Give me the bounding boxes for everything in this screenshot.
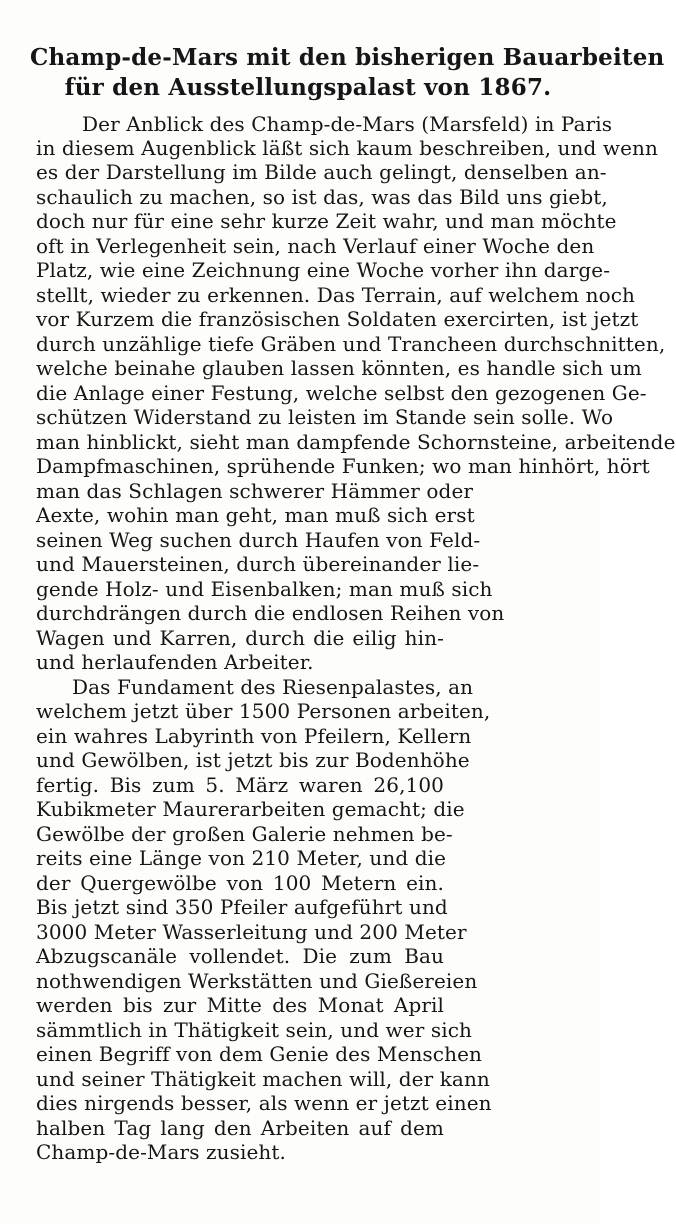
body-line: und seiner Thätigkeit machen will, der kann xyxy=(36,1067,490,1091)
body-line: Platz, wie eine Zeichnung eine Woche vorher ihn darge- xyxy=(36,258,611,282)
body-line: in diesem Augenblick läßt sich kaum beschreiben, und wenn xyxy=(36,136,658,160)
body-line: Dampfmaschinen, sprühende Funken; wo man hinhört, hört xyxy=(36,454,650,478)
body-line: stellt, wieder zu erkennen. Das Terrain, auf welchem noch xyxy=(36,283,636,307)
body-line: und herlaufenden Arbeiter. xyxy=(36,650,314,674)
body-line: dies nirgends besser, als wenn er jetzt einen xyxy=(36,1091,492,1115)
body-line: es der Darstellung im Bilde auch gelingt, denselben an- xyxy=(36,160,607,184)
article-title-line-1: Champ-de-Mars mit den bisherigen Bauarbeiten xyxy=(30,44,665,71)
body-line: einen Begriff von dem Genie des Menschen xyxy=(36,1042,482,1066)
body-line: durchdrängen durch die endlosen Reihen von xyxy=(36,601,505,625)
body-line: welche beinahe glauben lassen könnten, es handle sich um xyxy=(36,356,642,380)
body-line: reits eine Länge von 210 Meter, und die xyxy=(36,846,447,870)
body-line: schaulich zu machen, so ist das, was das Bild uns giebt, xyxy=(36,185,608,209)
body-line: doch nur für eine sehr kurze Zeit wahr, und man möchte xyxy=(36,209,617,233)
body-line: Wagen und Karren, durch die eilig hin- xyxy=(36,626,444,650)
article-title-line-2: für den Ausstellungspalast von 1867. xyxy=(64,74,552,101)
body-line: nothwendigen Werkstätten und Gießereien xyxy=(36,969,478,993)
body-line: fertig. Bis zum 5. März waren 26,100 xyxy=(36,773,444,797)
body-line: und Gewölben, ist jetzt bis zur Bodenhöhe xyxy=(36,748,470,772)
body-line: 3000 Meter Wasserleitung und 200 Meter xyxy=(36,920,467,944)
body-line: Bis jetzt sind 350 Pfeiler aufgeführt und xyxy=(36,895,448,919)
body-line: werden bis zur Mitte des Monat April xyxy=(36,993,444,1017)
body-line: man das Schlagen schwerer Hämmer oder xyxy=(36,479,474,503)
body-line: man hinblickt, sieht man dampfende Schornsteine, arbeitende xyxy=(36,430,676,454)
body-line: seinen Weg suchen durch Haufen von Feld- xyxy=(36,528,481,552)
body-line: halben Tag lang den Arbeiten auf dem xyxy=(36,1116,444,1140)
body-line: Abzugscanäle vollendet. Die zum Bau xyxy=(36,944,444,968)
body-line: Aexte, wohin man geht, man muß sich erst xyxy=(36,503,475,527)
body-line: Kubikmeter Maurerarbeiten gemacht; die xyxy=(36,797,465,821)
body-line: der Quergewölbe von 100 Metern ein. xyxy=(36,871,444,895)
body-line: sämmtlich in Thätigkeit sein, und wer sich xyxy=(36,1018,472,1042)
body-line: Champ-de-Mars zusieht. xyxy=(36,1140,287,1164)
body-line: gende Holz- und Eisenbalken; man muß sich xyxy=(36,577,493,601)
body-line: schützen Widerstand zu leisten im Stande sein solle. Wo xyxy=(36,405,614,429)
body-line: durch unzählige tiefe Gräben und Trancheen durchschnitten, xyxy=(36,332,666,356)
body-line: oft in Verlegenheit sein, nach Verlauf einer Woche den xyxy=(36,234,595,258)
body-line: Der Anblick des Champ-de-Mars (Marsfeld) in Paris xyxy=(82,112,613,136)
body-line: ein wahres Labyrinth von Pfeilern, Kellern xyxy=(36,724,472,748)
body-line: die Anlage einer Festung, welche selbst den gezogenen Ge- xyxy=(36,381,647,405)
body-line: vor Kurzem die französischen Soldaten exercirten, ist jetzt xyxy=(36,307,639,331)
body-line: welchem jetzt über 1500 Personen arbeiten, xyxy=(36,699,491,723)
body-line: und Mauersteinen, durch übereinander lie- xyxy=(36,552,480,576)
body-line: Das Fundament des Riesenpalastes, an xyxy=(72,675,474,699)
body-line: Gewölbe der großen Galerie nehmen be- xyxy=(36,822,453,846)
